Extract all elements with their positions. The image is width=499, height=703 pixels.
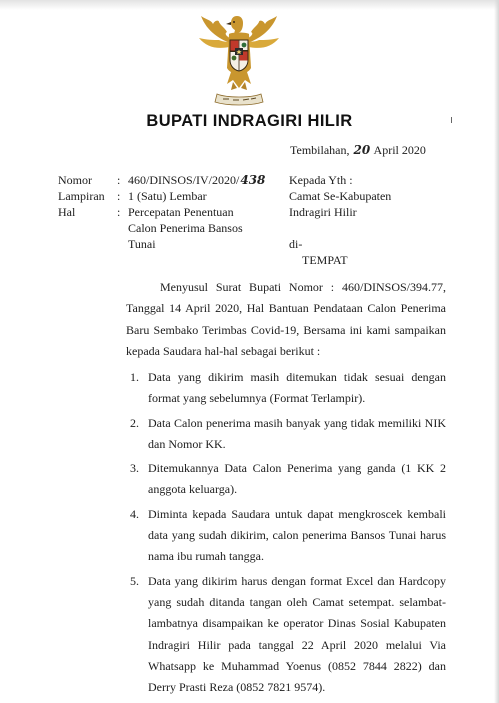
- list-item: [126, 571, 446, 699]
- handwritten-date-day: 20: [353, 143, 371, 157]
- list-item: [126, 458, 446, 501]
- hal-value-line1: Percepatan Penentuan: [128, 205, 234, 219]
- colon-separator: :: [117, 189, 121, 203]
- recipient-name: Camat Se-Kabupaten: [289, 189, 392, 203]
- lampiran-value: 1 (Satu) Lembar: [128, 189, 207, 203]
- recipient-di: di-: [289, 237, 303, 251]
- list-item: [126, 413, 446, 456]
- recipient-kepada: Kepada Yth :: [289, 173, 353, 187]
- list-item-text: Data yang dikirim masih ditemukan tidak sesuai dengan format yang sebelumnya (Format Terlampir).: [148, 370, 446, 406]
- lampiran-label: Lampiran: [58, 189, 105, 203]
- nomor-value: [128, 172, 266, 188]
- intro-paragraph: Menyusul Surat Bupati Nomor : 460/DINSOS/394.77, Tanggal 14 April 2020, Hal Bantuan Pendataan Calon Penerima Baru Sembako Terimbas Covid-19, Bersama ini kami sampaikan kepada Saudara hal-hal sebagai berikut :: [126, 280, 446, 358]
- hal-value-line2: Calon Penerima Bansos: [128, 221, 243, 235]
- letter-title: BUPATI INDRAGIRI HILIR: [146, 112, 353, 130]
- list-item: [126, 367, 446, 410]
- recipient-region: Indragiri Hilir: [289, 205, 357, 219]
- place-date-month-year: April 2020: [373, 143, 426, 157]
- scan-shadow-right: [494, 0, 499, 703]
- hal-value-line3: Tunai: [128, 237, 156, 251]
- place-date-prefix: Tembilahan,: [290, 143, 350, 157]
- list-item-number: 1.: [130, 370, 139, 384]
- place-date: [290, 142, 426, 158]
- list-item-text: Diminta kepada Saudara untuk dapat mengkroscek kembali data yang sudah dikirim, calon penerima Bansos Tunai harus nama ibu rumah tangga.: [148, 506, 446, 564]
- instruction-list: [126, 367, 446, 701]
- list-item-number: 3.: [130, 461, 139, 476]
- nomor-label: Nomor: [58, 173, 92, 187]
- garuda-pancasila-emblem-icon: [193, 10, 285, 108]
- scan-mark: [451, 117, 452, 123]
- list-item-number: 4.: [130, 506, 139, 521]
- colon-separator: :: [117, 173, 121, 187]
- recipient-tempat: TEMPAT: [302, 253, 348, 267]
- list-item-text: Data yang dikirim harus dengan format Excel dan Hardcopy yang sudah ditanda tangan oleh Camat setempat. selambat-lambatnya disampaikan ke operator Dinas Sosial Kabupaten Indragiri Hilir pada tanggal 22 April 2020 melalui Via Whatsapp ke Muhammad Yoenus (0852 7844 2822) dan Derry Prasti Reza (0852 7821 9574).: [148, 573, 446, 695]
- handwritten-number: 438: [240, 173, 266, 187]
- nomor-value-text: 460/DINSOS/IV/2020/: [128, 173, 240, 187]
- hal-label: Hal: [58, 205, 76, 219]
- list-item-text: Data Calon penerima masih banyak yang tidak memiliki NIK dan Nomor KK.: [148, 415, 446, 451]
- scan-shadow-top: [0, 0, 499, 10]
- colon-separator: :: [117, 205, 121, 219]
- list-item-number: 2.: [130, 415, 139, 430]
- list-item-text: Ditemukannya Data Calon Penerima yang ganda (1 KK 2 anggota keluarga).: [148, 461, 446, 497]
- list-item: [126, 504, 446, 568]
- list-item-number: 5.: [130, 573, 139, 588]
